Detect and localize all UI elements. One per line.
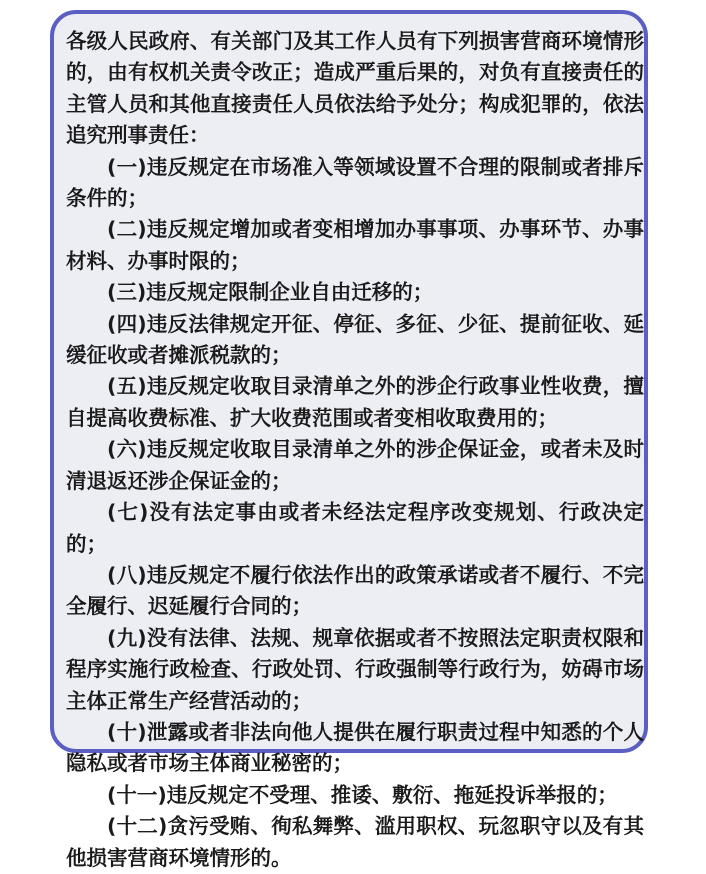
list-item-10: (十)泄露或者非法向他人提供在履行职责过程中知悉的个人隐私或者市场主体商业秘密的； bbox=[66, 719, 644, 776]
list-item-9: (九)没有法律、法规、规章依据或者不按照法定职责权限和程序实施行政检查、行政处罚、行政强制等行政行为，妨碍市场主体正常生产经营活动的； bbox=[66, 625, 644, 713]
list-item-5: (五)违反规定收取目录清单之外的涉企行政事业性收费，擅自提高收费标准、扩大收费范围或者变相收取费用的； bbox=[66, 374, 644, 430]
intro-paragraph: 各级人民政府、有关部门及其工作人员有下列损害营商环境情形的，由有权机关责令改正；造成严重后果的，对负有直接责任的主管人员和其他直接责任人员依法给予处分；构成犯罪的，依法追究刑事责任： bbox=[66, 29, 644, 148]
list-item-4: (四)违反法律规定开征、停征、多征、少征、提前征收、延缓征收或者摊派税款的； bbox=[66, 311, 644, 368]
list-item-12: (十二)贪污受贿、徇私舞弊、滥用职权、玩忽职守以及有其他损害营商环境情形的。 bbox=[66, 814, 644, 870]
list-item-6: (六)违反规定收取目录清单之外的涉企保证金，或者未及时清退返还涉企保证金的； bbox=[66, 437, 644, 493]
list-item-7: (七)没有法定事由或者未经法定程序改变规划、行政决定的； bbox=[66, 500, 644, 556]
list-item-8: (八)违反规定不履行依法作出的政策承诺或者不履行、不完全履行、迟延履行合同的； bbox=[66, 562, 644, 619]
regulation-text bbox=[66, 26, 644, 874]
list-item-1: (一)违反规定在市场准入等领域设置不合理的限制或者排斥条件的； bbox=[66, 154, 644, 211]
list-item-3: (三)违反规定限制企业自由迁移的； bbox=[107, 280, 434, 305]
list-item-2: (二)违反规定增加或者变相增加办事事项、办事环节、办事材料、办事时限的； bbox=[66, 217, 644, 273]
list-item-11: (十一)违反规定不受理、推诿、敷衍、拖延投诉举报的； bbox=[107, 782, 618, 807]
